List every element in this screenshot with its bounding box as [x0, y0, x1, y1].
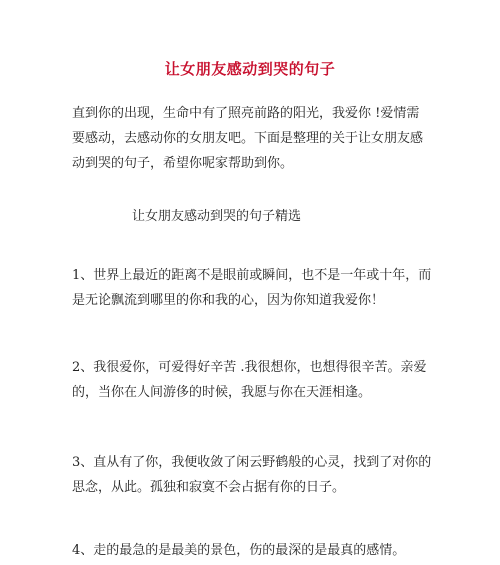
section-subtitle: 让女朋友感动到哭的句子精选: [132, 209, 302, 224]
sentence-1: 1、世界上最近的距离不是眼前或瞬间，也不是一年或十年，而是无论飘流到哪里的你和我的心，因为你知道我爱你！: [72, 268, 432, 308]
document-title: 让女朋友感动到哭的句子: [164, 60, 336, 78]
sentence-3: 3、直从有了你，我便收敛了闲云野鹤般的心灵，找到了对你的思念，从此。孤独和寂寞不会占据有你的日子。: [72, 455, 432, 495]
sentence-4: 4、走的最急的是最美的景色，伤的最深的是最真的感情。: [72, 543, 406, 558]
intro-paragraph: 直到你的出现，生命中有了照亮前路的阳光，我爱你 !爱情需要感动，去感动你的女朋友吧。下面是整理的关于让女朋友感动到哭的句子，希望你呢家帮助到你。: [72, 106, 424, 171]
sentence-2: 2、我很爱你，可爱得好辛苦 .我很想你，也想得很辛苦。亲爱的，当你在人间游侈的时候，我愿与你在天涯相逢。: [72, 360, 427, 400]
